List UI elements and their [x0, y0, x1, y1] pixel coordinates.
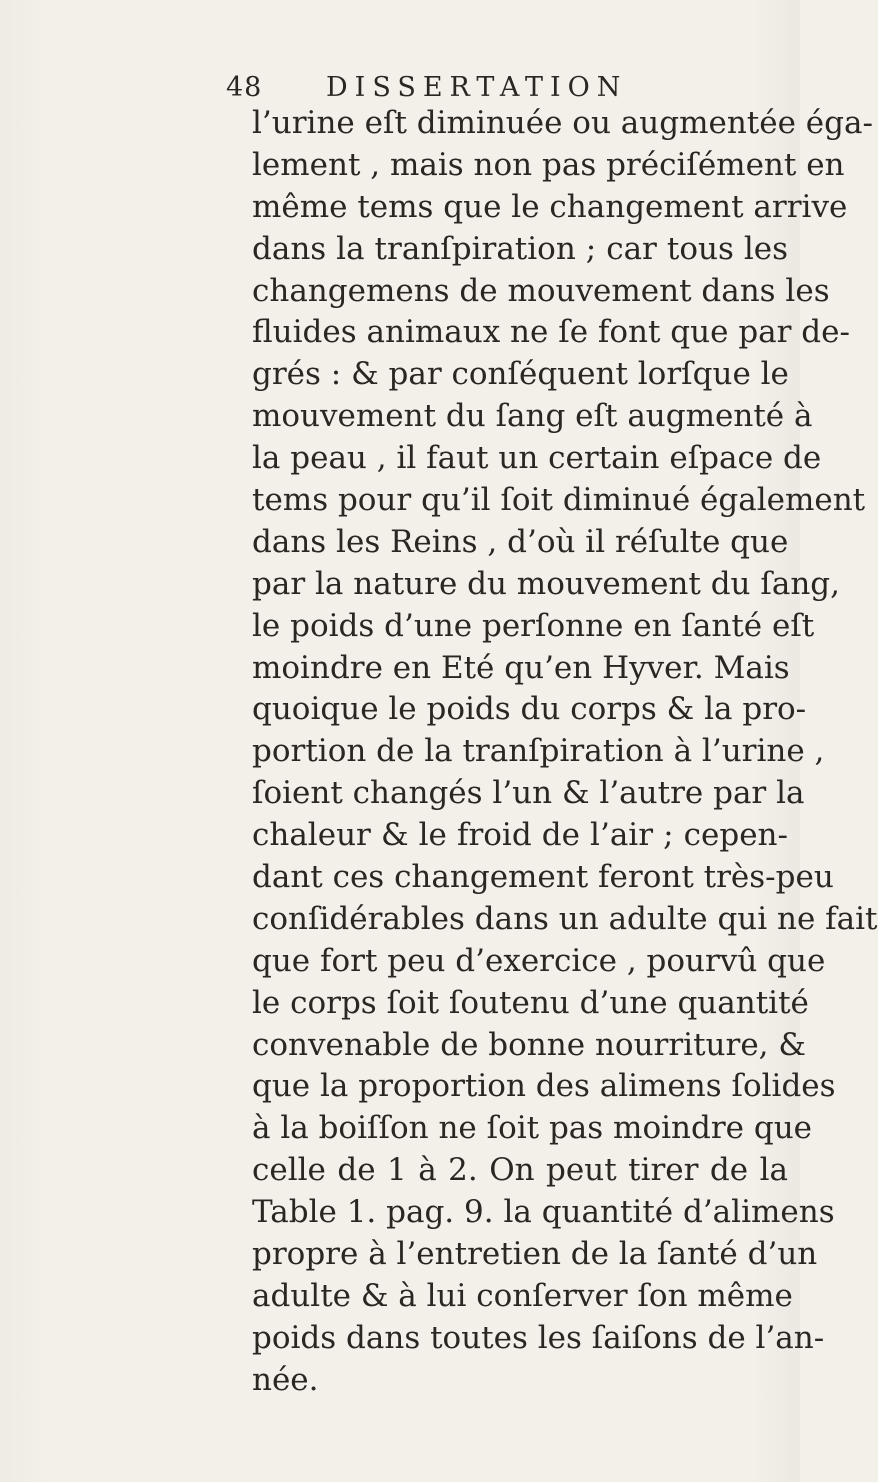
text-line: ſoient changés l’un & l’autre par la — [252, 775, 805, 812]
text-line: née. — [252, 1361, 319, 1398]
text-line: quoique le poids du corps & la pro- — [252, 691, 807, 728]
text-line: le poids d’une perſonne en ſanté eſt — [252, 607, 815, 644]
text-line: que fort peu d’exercice , pourvû que — [252, 942, 826, 979]
text-line: propre à l’entretien de la ſanté d’un — [252, 1236, 818, 1273]
text-line: dans les Reins , d’où il réſulte que — [252, 523, 789, 560]
page-header — [226, 72, 726, 106]
text-line: moindre en Eté qu’en Hyver. Mais — [252, 649, 790, 686]
text-line: dans la tranſpiration ; car tous les — [252, 230, 788, 267]
text-line: la peau , il faut un certain eſpace de — [252, 440, 822, 477]
body-text — [252, 103, 878, 1402]
text-line: changemens de mouvement dans les — [252, 272, 830, 309]
text-line: par la nature du mouvement du ſang, — [252, 565, 840, 602]
page-number: 48 — [226, 72, 263, 103]
text-line: poids dans toutes les ſaiſons de l’an- — [252, 1319, 825, 1356]
text-line: à la boiſſon ne ſoit pas moindre que — [252, 1110, 813, 1147]
text-line: même tems que le changement arrive — [252, 188, 848, 225]
text-line: celle de 1 à 2. On peut tirer de la — [252, 1152, 788, 1189]
text-line: conſidérables dans un adulte qui ne fait — [252, 900, 878, 937]
text-line: grés : & par conſéquent lorſque le — [252, 356, 789, 393]
text-line: mouvement du ſang eſt augmenté à — [252, 398, 813, 435]
text-line: que la proportion des alimens ſolides — [252, 1068, 836, 1105]
text-line: Table 1. pag. 9. la quantité d’alimens — [252, 1194, 835, 1231]
running-head: DISSERTATION — [326, 72, 628, 103]
text-line: convenable de bonne nourriture, & — [252, 1026, 806, 1063]
text-line: tems pour qu’il ſoit diminué également — [252, 482, 866, 519]
text-line: fluides animaux ne ſe font que par de- — [252, 314, 850, 351]
text-line: adulte & à lui conſerver ſon même — [252, 1277, 793, 1314]
text-line: l’urine eſt diminuée ou augmentée éga- — [252, 105, 873, 141]
text-line: dant ces changement feront très-peu — [252, 859, 834, 896]
text-line: portion de la tranſpiration à l’urine , — [252, 733, 825, 770]
text-line: chaleur & le froid de l’air ; cepen- — [252, 817, 788, 854]
text-line: lement , mais non pas préciſément en — [252, 146, 845, 183]
text-line: le corps ſoit ſoutenu d’une quantité — [252, 984, 809, 1021]
